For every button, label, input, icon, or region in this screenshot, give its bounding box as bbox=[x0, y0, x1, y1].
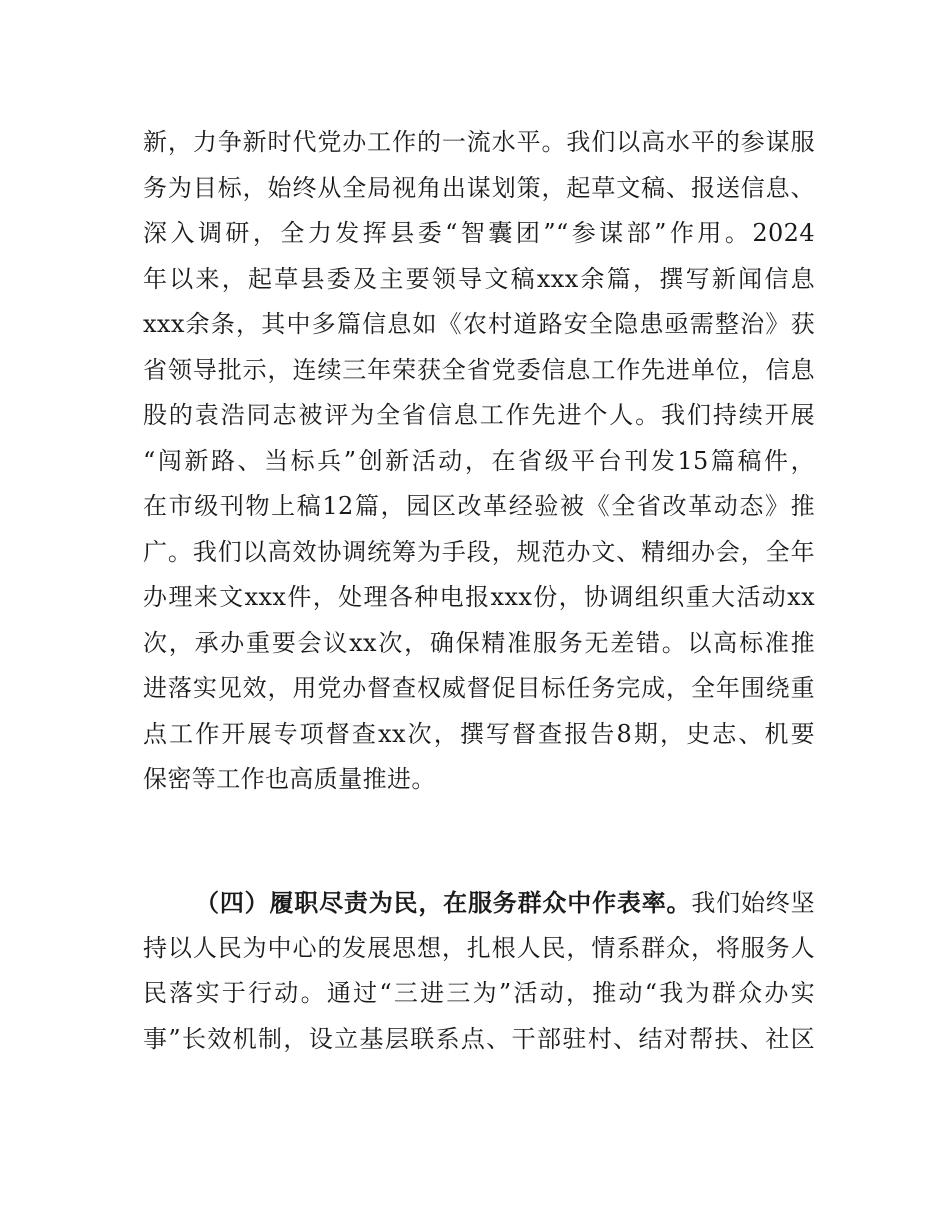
paragraph-line: 股的袁浩同志被评为全省信息工作先进个人。我们持续开展 bbox=[143, 401, 815, 429]
paragraph-line: 点工作开展专项督查xx次，撰写督查报告8期，史志、机要 bbox=[143, 719, 815, 748]
paragraph-line: 省领导批示，连续三年荣获全省党委信息工作先进单位，信息 bbox=[143, 355, 815, 384]
paragraph-line: 广。我们以高效协调统筹为手段，规范办文、精细办会，全年 bbox=[143, 537, 815, 566]
paragraph-line: 新，力争新时代党办工作的一流水平。我们以高水平的参谋服 bbox=[143, 128, 815, 156]
paragraph-line: 在市级刊物上稿12篇，园区改革经验被《全省改革动态》推 bbox=[143, 492, 815, 520]
paragraph-line-last: 保密等工作也高质量推进。 bbox=[143, 765, 436, 793]
paragraph-line: xxx余条，其中多篇信息如《农村道路安全隐患亟需整治》获 bbox=[143, 310, 815, 338]
paragraph-line: 民落实于行动。通过“三进三为”活动，推动“我为群众办实 bbox=[143, 979, 815, 1007]
heading-continuation: 我们始终坚 bbox=[691, 889, 815, 917]
paragraph-line: 年以来，起草县委及主要领导文稿xxx余篇，撰写新闻信息 bbox=[143, 264, 815, 293]
section-heading: （四）履职尽责为民，在服务群众中作表率。 bbox=[195, 888, 692, 917]
paragraph-line: 办理来文xxx件，处理各种电报xxx份，协调组织重大活动xx bbox=[143, 583, 815, 611]
paragraph-first-line bbox=[143, 880, 815, 926]
paragraph-line: “闯新路、当标兵”创新活动，在省级平台刊发15篇稿件， bbox=[143, 446, 815, 475]
paragraph-line: 进落实见效，用党办督查权威督促目标任务完成，全年围绕重 bbox=[143, 674, 815, 702]
paragraph-serve-the-people bbox=[143, 880, 815, 1062]
paragraph-line: 事”长效机制，设立基层联系点、干部驻村、结对帮扶、社区 bbox=[143, 1024, 815, 1053]
paragraph-line: 务为目标，始终从全局视角出谋划策，起草文稿、报送信息、 bbox=[143, 173, 815, 202]
paragraph-work-summary bbox=[143, 120, 815, 803]
paragraph-line: 持以人民为中心的发展思想，扎根人民，情系群众，将服务人 bbox=[143, 933, 815, 962]
paragraph-line: 次，承办重要会议xx次，确保精准服务无差错。以高标准推 bbox=[143, 628, 815, 657]
paragraph-line: 深入调研，全力发挥县委“智囊团”“参谋部”作用。2024 bbox=[143, 219, 815, 247]
